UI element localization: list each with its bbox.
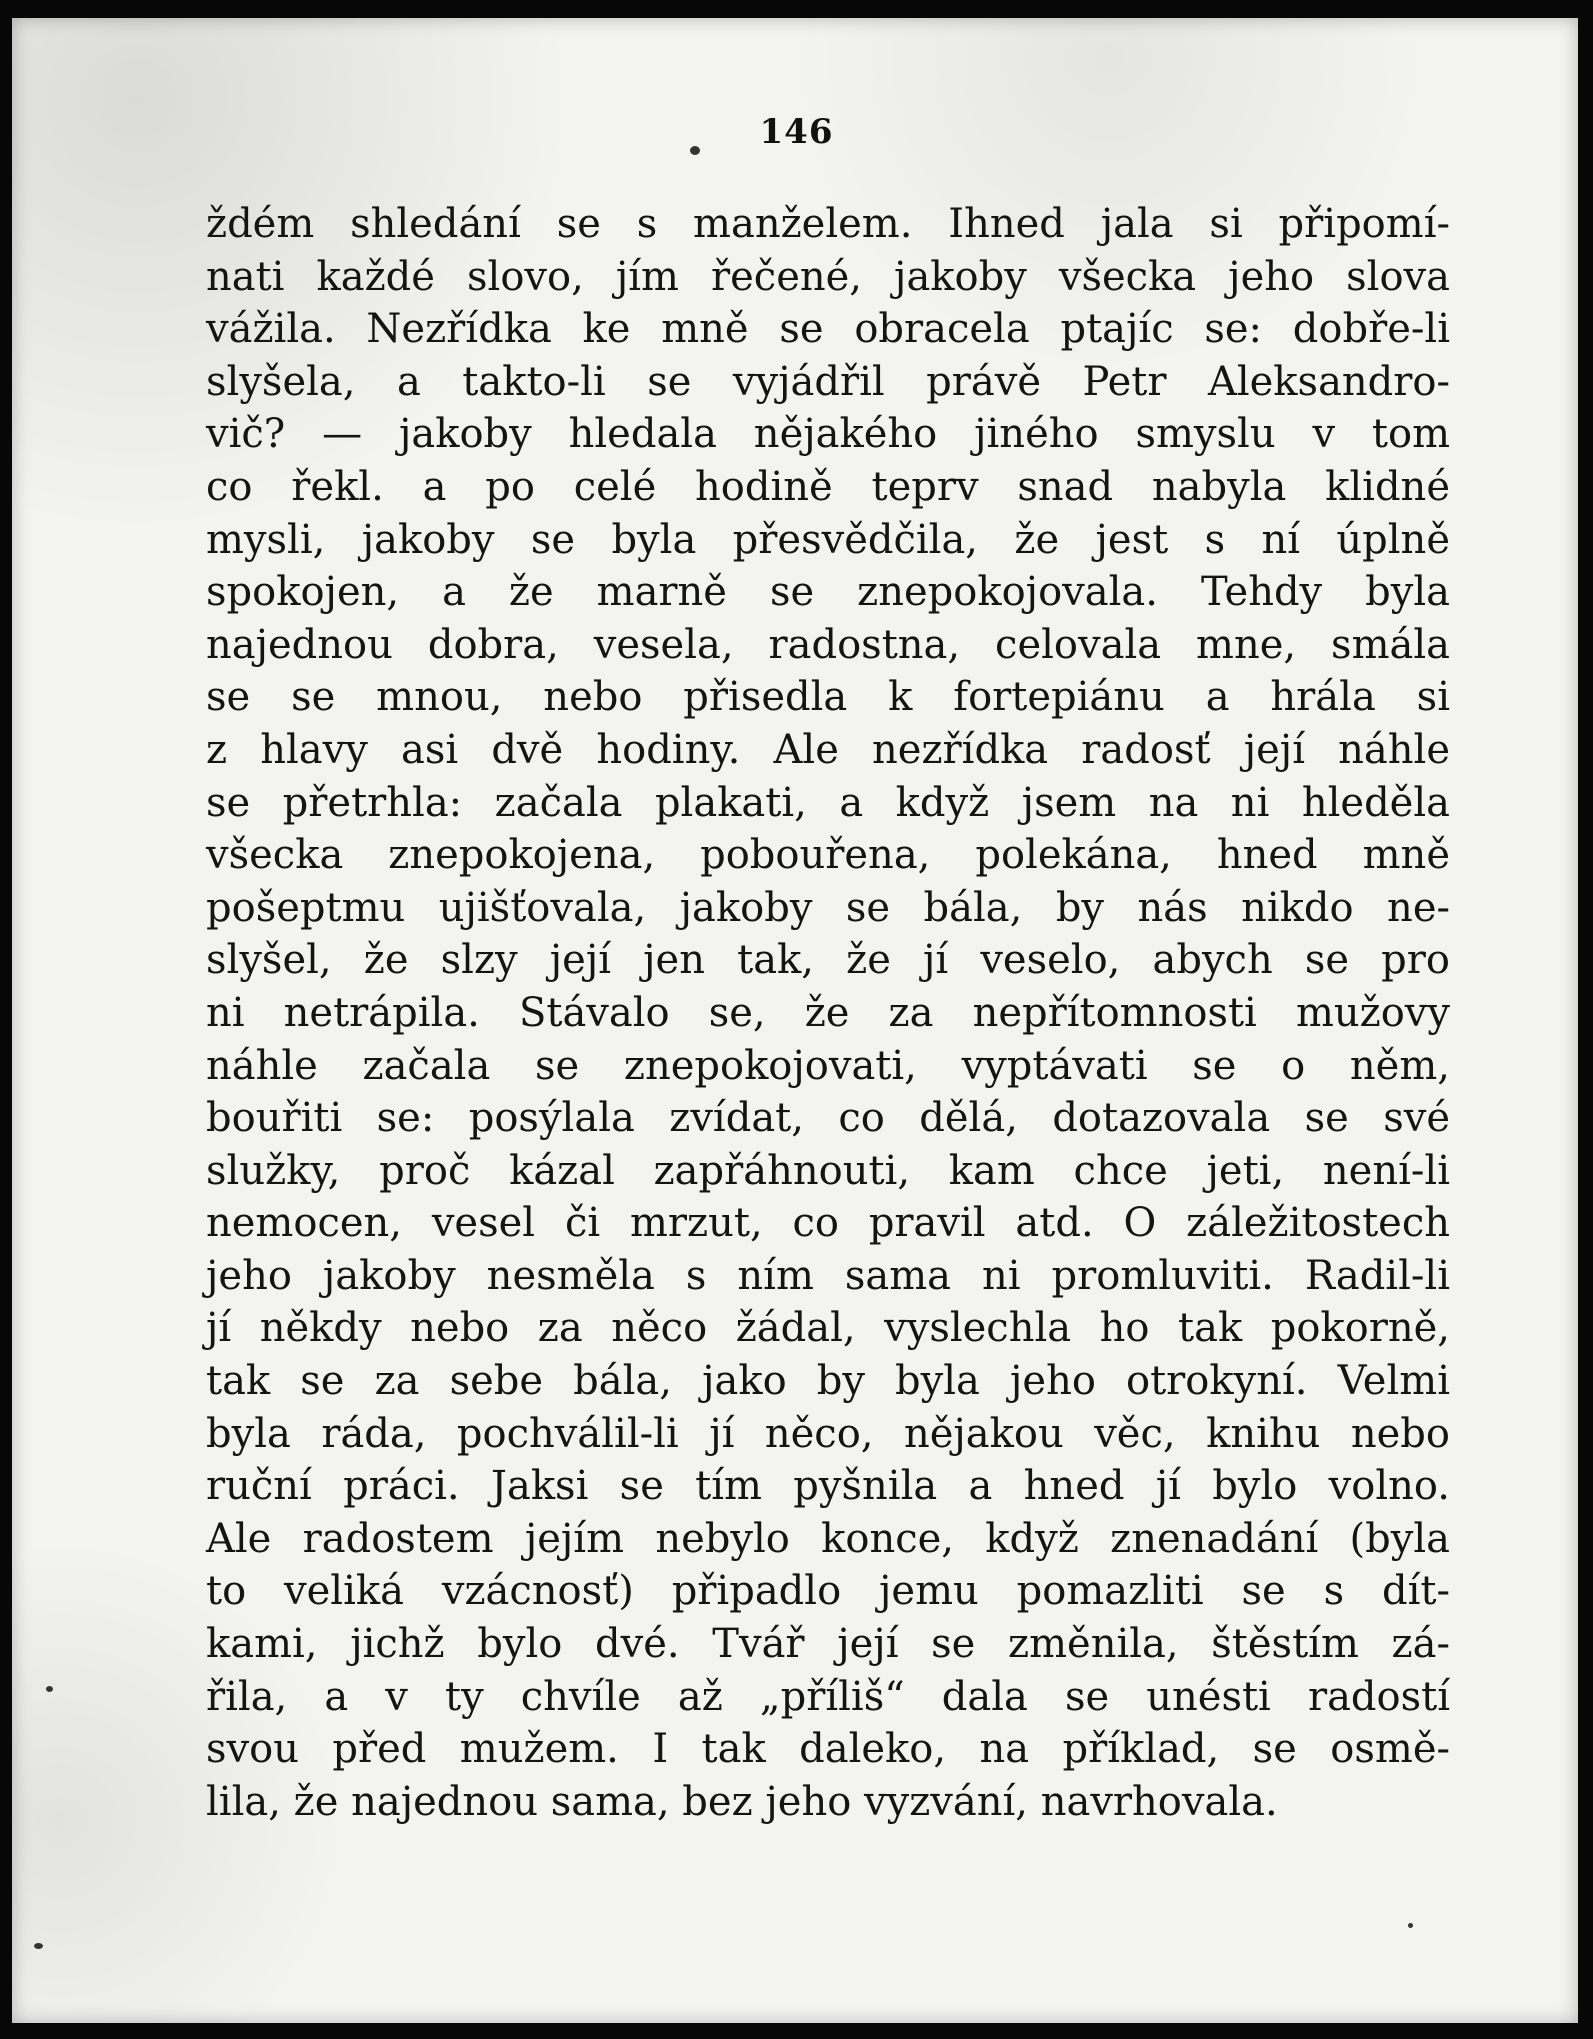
text-line: vážila. Nezřídka ke mně se obracela ptajíc se: dobře-li: [206, 306, 1450, 353]
ink-speck: [46, 1686, 53, 1692]
text-line: slyšel, že slzy její jen tak, že jí veselo, abych se pro: [206, 937, 1450, 984]
text-line: z hlavy asi dvě hodiny. Ale nezřídka radosť její náhle: [206, 726, 1450, 773]
text-line: tak se za sebe bála, jako by byla jeho otrokyní. Velmi: [206, 1358, 1450, 1405]
text-line: svou před mužem. I tak daleko, na příklad, se osmě-: [206, 1726, 1450, 1773]
text-line: ruční práci. Jaksi se tím pyšnila a hned jí bylo volno.: [206, 1463, 1450, 1510]
text-line: lila, že najednou sama, bez jeho vyzvání, navrhovala.: [206, 1778, 1278, 1825]
text-line: najednou dobra, vesela, radostna, celovala mne, smála: [206, 621, 1450, 668]
body-text: [206, 198, 1450, 1828]
text-line: služky, proč kázal zapřáhnouti, kam chce jeti, není-li: [206, 1147, 1450, 1194]
text-line: Ale radostem jejím nebylo konce, když znenadání (byla: [206, 1515, 1450, 1562]
text-line: ni netrápila. Stávalo se, že za nepřítomnosti mužovy: [206, 989, 1450, 1036]
text-line: bouřiti se: posýlala zvídat, co dělá, dotazovala se své: [206, 1095, 1450, 1142]
text-line: spokojen, a že marně se znepokojovala. Tehdy byla: [206, 569, 1450, 616]
text-line: se přetrhla: začala plakati, a když jsem na ni hleděla: [206, 779, 1450, 826]
text-line: to veliká vzácnosť) připadlo jemu pomazliti se s dít-: [206, 1568, 1450, 1615]
text-line: nemocen, vesel či mrzut, co pravil atd. O záležitostech: [206, 1200, 1450, 1247]
ink-speck: [1408, 1923, 1413, 1928]
text-line: jeho jakoby nesměla s ním sama ni promluviti. Radil-li: [206, 1252, 1450, 1299]
text-line: náhle začala se znepokojovati, vyptávati se o něm,: [206, 1042, 1450, 1089]
text-line: vič? — jakoby hledala nějakého jiného smyslu v tom: [206, 411, 1450, 458]
text-line: byla ráda, pochválil-li jí něco, nějakou věc, knihu nebo: [206, 1410, 1450, 1457]
text-line: co řekl. a po celé hodině teprv snad nabyla klidné: [206, 463, 1450, 510]
text-line: řila, a v ty chvíle až „příliš“ dala se unésti radostí: [206, 1673, 1450, 1720]
text-line: kami, jichž bylo dvé. Tvář její se změnila, štěstím zá-: [206, 1621, 1450, 1668]
page-number: 146: [759, 112, 834, 152]
text-line: pošeptmu ujišťovala, jakoby se bála, by nás nikdo ne-: [206, 884, 1450, 931]
text-line: se se mnou, nebo přisedla k fortepiánu a hrála si: [206, 674, 1450, 721]
text-line: všecka znepokojena, pobouřena, polekána, hned mně: [206, 832, 1450, 879]
text-line: slyšela, a takto-li se vyjádřil právě Petr Aleksandro-: [206, 358, 1450, 405]
text-line: jí někdy nebo za něco žádal, vyslechla ho tak pokorně,: [206, 1305, 1450, 1352]
ink-speck: [34, 1943, 43, 1949]
text-line: mysli, jakoby se byla přesvědčila, že jest s ní úplně: [206, 516, 1450, 563]
text-line: ždém shledání se s manželem. Ihned jala si připomí-: [206, 201, 1450, 247]
text-line: nati každé slovo, jím řečené, jakoby všecka jeho slova: [206, 253, 1450, 300]
